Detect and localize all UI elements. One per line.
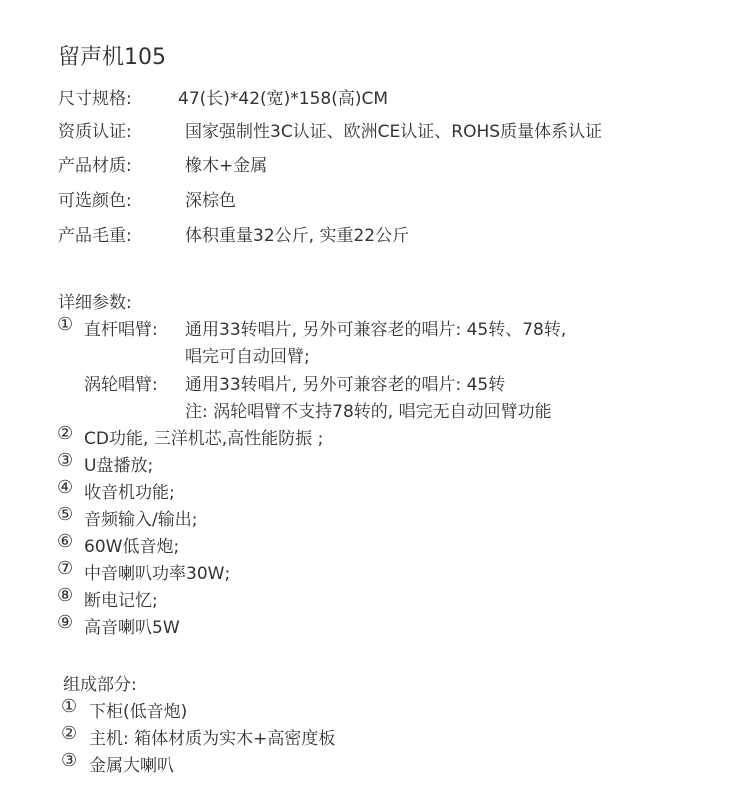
detail-text-straight-arm: 通用33转唱片, 另外可兼容老的唱片: 45转、78转, (185, 320, 567, 340)
spec-label-size: 尺寸规格: (58, 89, 132, 109)
composition-number-1: ① (61, 696, 78, 717)
detail-number-1: ① (57, 314, 74, 335)
spec-label-material: 产品材质: (58, 156, 132, 176)
spec-label-weight: 产品毛重: (58, 226, 132, 246)
detail-text-midrange: 中音喇叭功率30W; (84, 564, 231, 584)
detail-number-3: ③ (57, 450, 74, 471)
composition-text-lower-cabinet: 下柜(低音炮) (89, 702, 188, 722)
composition-heading: 组成部分: (63, 675, 137, 695)
detail-number-4: ④ (57, 477, 74, 498)
spec-value-weight: 体积重量32公斤, 实重22公斤 (185, 226, 410, 246)
detail-number-2: ② (57, 423, 74, 444)
detail-label-turbine-arm: 涡轮唱臂: (84, 375, 158, 395)
detail-number-5: ⑤ (57, 504, 74, 525)
detail-text-radio: 收音机功能; (84, 483, 175, 503)
detail-number-7: ⑦ (57, 558, 74, 579)
spec-value-size: 47(长)*42(宽)*158(高)CM (178, 89, 389, 109)
composition-text-main-unit: 主机: 箱体材质为实木+高密度板 (89, 729, 336, 749)
detail-label-straight-arm: 直杆唱臂: (84, 320, 158, 340)
spec-value-material: 橡木+金属 (185, 156, 268, 176)
detail-text-subwoofer: 60W低音炮; (84, 537, 180, 557)
spec-value-cert: 国家强制性3C认证、欧洲CE认证、ROHS质量体系认证 (185, 122, 603, 142)
detail-note-turbine-arm: 注: 涡轮唱臂不支持78转的, 唱完无自动回臂功能 (185, 402, 552, 422)
composition-number-3: ③ (61, 750, 78, 771)
detail-cont-straight-arm: 唱完可自动回臂; (185, 347, 310, 367)
detail-text-audio-io: 音频输入/输出; (84, 510, 198, 530)
composition-text-horn: 金属大喇叭 (89, 756, 174, 776)
detail-text-cd: CD功能, 三洋机芯,高性能防振 ; (84, 429, 324, 449)
detail-number-8: ⑧ (57, 585, 74, 606)
spec-label-cert: 资质认证: (58, 122, 132, 142)
detail-number-9: ⑨ (57, 612, 74, 633)
details-heading: 详细参数: (58, 293, 132, 313)
page-title: 留声机105 (58, 45, 166, 70)
detail-text-memory: 断电记忆; (84, 591, 158, 611)
spec-label-color: 可选颜色: (58, 191, 132, 211)
spec-value-color: 深棕色 (185, 191, 236, 211)
detail-text-usb: U盘播放; (84, 456, 154, 476)
detail-text-turbine-arm: 通用33转唱片, 另外可兼容老的唱片: 45转 (185, 375, 506, 395)
detail-text-tweeter: 高音喇叭5W (84, 618, 180, 638)
composition-number-2: ② (61, 723, 78, 744)
detail-number-6: ⑥ (57, 531, 74, 552)
